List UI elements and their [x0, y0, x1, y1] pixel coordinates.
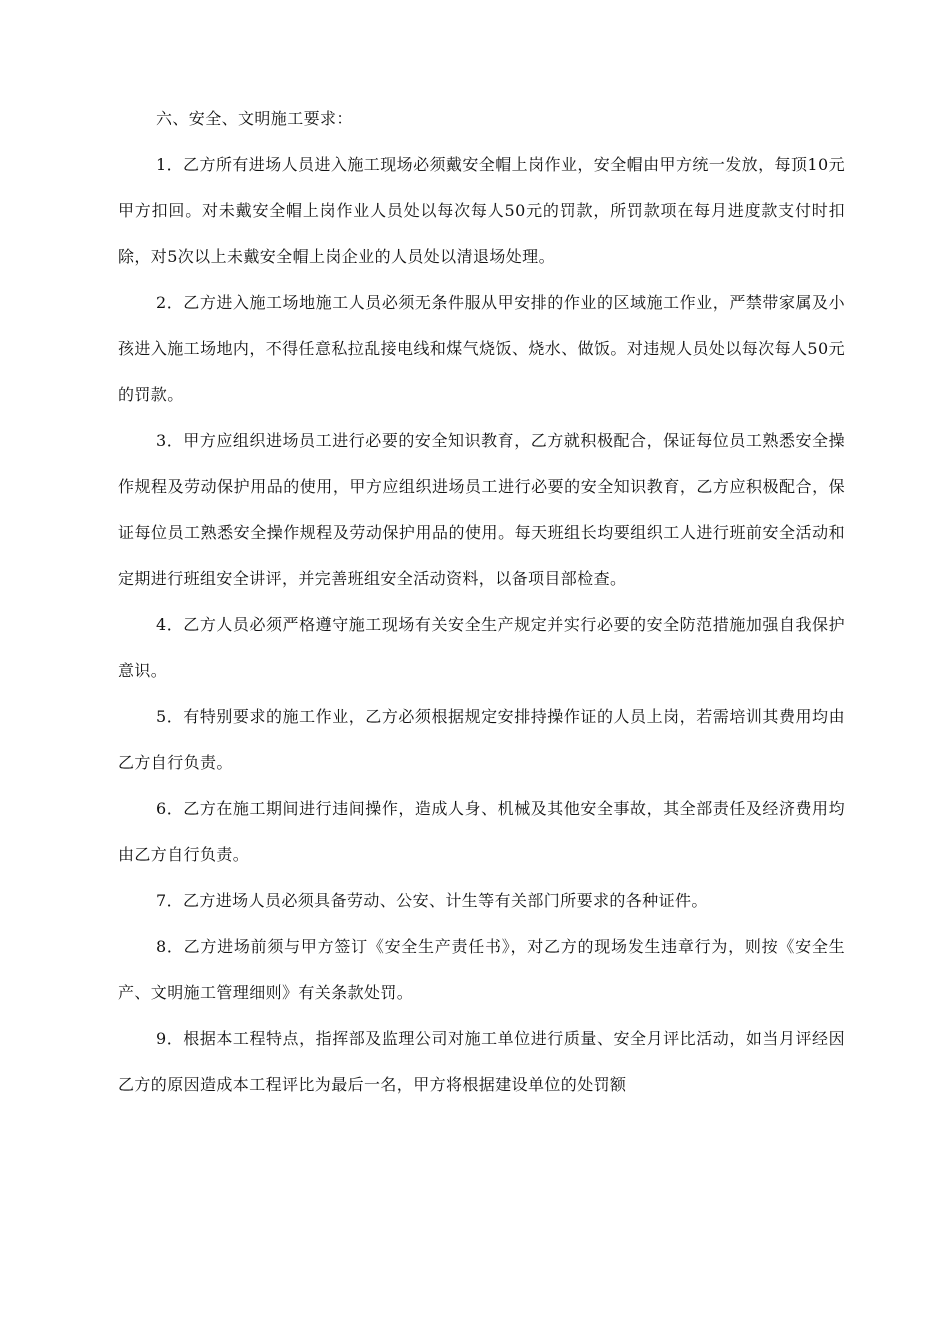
document-body [118, 96, 845, 1108]
paragraph-3: 3．甲方应组织进场员工进行必要的安全知识教育，乙方就积极配合，保证每位员工熟悉安全操作规程及劳动保护用品的使用，甲方应组织进场员工进行必要的安全知识教育，乙方应积极配合，保证每位员工熟悉安全操作规程及劳动保护用品的使用。每天班组长均要组织工人进行班前安全活动和定期进行班组安全讲评，并完善班组安全活动资料，以备项目部检查。 [118, 431, 845, 588]
paragraph-9: 9．根据本工程特点，指挥部及监理公司对施工单位进行质量、安全月评比活动，如当月评经因乙方的原因造成本工程评比为最后一名，甲方将根据建设单位的处罚额 [118, 1029, 845, 1094]
paragraph-6: 6．乙方在施工期间进行违间操作，造成人身、机械及其他安全事故，其全部责任及经济费用均由乙方自行负责。 [118, 799, 845, 864]
paragraph-8: 8．乙方进场前须与甲方签订《安全生产责任书》，对乙方的现场发生违章行为，则按《安全生产、文明施工管理细则》有关条款处罚。 [118, 937, 845, 1002]
section-heading: 六、安全、文明施工要求： [156, 109, 353, 128]
paragraph-2: 2．乙方进入施工场地施工人员必须无条件服从甲安排的作业的区域施工作业，严禁带家属及小孩进入施工场地内，不得任意私拉乱接电线和煤气烧饭、烧水、做饭。对违规人员处以每次每人50元的罚款。 [118, 293, 845, 404]
paragraph-4: 4．乙方人员必须严格遵守施工现场有关安全生产规定并实行必要的安全防范措施加强自我保护意识。 [118, 615, 845, 680]
paragraph-5: 5．有特别要求的施工作业，乙方必须根据规定安排持操作证的人员上岗，若需培训其费用均由乙方自行负责。 [118, 707, 845, 772]
paragraph-1: 1．乙方所有进场人员进入施工现场必须戴安全帽上岗作业，安全帽由甲方统一发放，每顶10元甲方扣回。对未戴安全帽上岗作业人员处以每次每人50元的罚款，所罚款项在每月进度款支付时扣除，对5次以上未戴安全帽上岗企业的人员处以清退场处理。 [118, 155, 845, 266]
paragraph-7: 7．乙方进场人员必须具备劳动、公安、计生等有关部门所要求的各种证件。 [156, 891, 708, 910]
